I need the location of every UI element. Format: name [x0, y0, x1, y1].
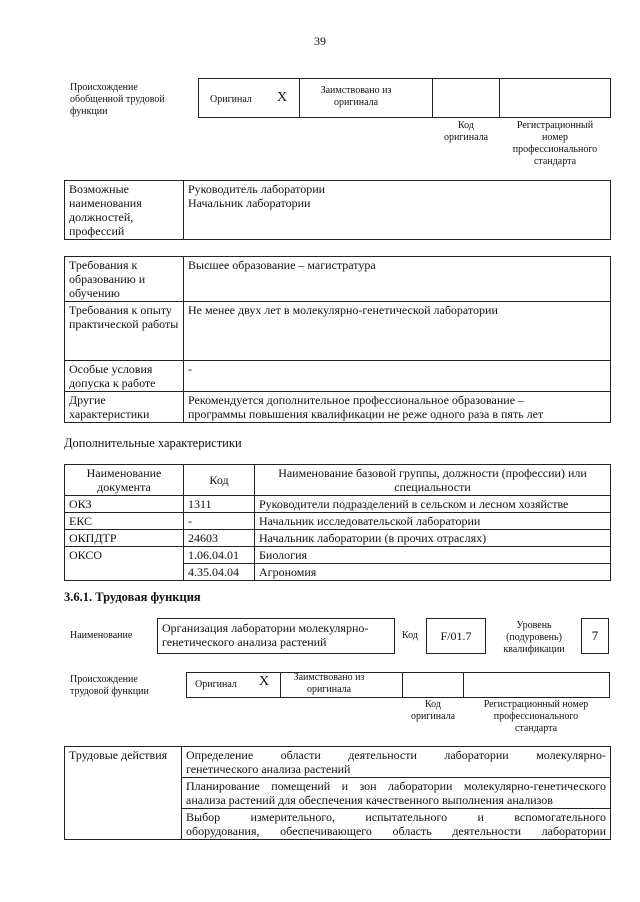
positions-values [184, 181, 611, 240]
original-text: Оригинал [210, 94, 252, 105]
positions-table [64, 180, 611, 240]
actions-label: Трудовые действия [65, 747, 182, 840]
position-item: Руководитель лаборатории [188, 182, 326, 196]
tf-level-box [581, 618, 609, 654]
doc-cell: ОКСО [65, 547, 184, 581]
borrowed-text: Заимствовано из оригинала [293, 672, 365, 695]
col-header: Код [184, 465, 255, 496]
tf-heading: 3.6.1. Трудовая функция [64, 590, 201, 604]
positions-label: Возможные наименования должностей, профессий [65, 181, 184, 240]
req-label: Особые условия допуска к работе [65, 361, 184, 392]
name-cell: Биология [255, 547, 611, 564]
col-header: Наименование документа [65, 465, 184, 496]
borrowed-text: Заимствовано из оригинала [320, 85, 392, 108]
origin-label: Происхождение обобщенной трудовой функции [70, 82, 165, 117]
doc-cell: ОКЗ [65, 496, 184, 513]
reg-caption: Регистрационный номер профессионального стандарта [483, 699, 589, 734]
additional-table [64, 464, 611, 581]
code-cell [402, 672, 464, 698]
action-line: Планирование помещений и зон лаборатории молекулярно-генетического [186, 779, 606, 793]
tf-name-label: Наименование [70, 630, 133, 641]
requirements-table [64, 256, 611, 423]
name-cell: Руководители подразделений в сельском и лесном хозяйстве [255, 496, 611, 513]
doc-cell: ЕКС [65, 513, 184, 530]
col-header: Наименование базовой группы, должности (профессии) или специальности [255, 465, 611, 496]
action-item [182, 747, 611, 778]
actions-table [64, 746, 611, 840]
action-line: анализа растений для обеспечения качественного выполнения анализов [186, 793, 553, 807]
tf-level-label: Уровень (подуровень) квалификации [503, 620, 565, 655]
code-cell [432, 78, 500, 118]
req-label: Требования к образованию и обучению [65, 257, 184, 302]
name-cell: Агрономия [255, 564, 611, 581]
code-cell: 1.06.04.01 [184, 547, 255, 564]
reg-cell [499, 78, 611, 118]
tf-code-label: Код [402, 630, 418, 641]
tf-name-value: Организация лаборатории молекулярно-генетического анализа растений [162, 621, 369, 649]
req-label: Другие характеристики [65, 392, 184, 423]
name-cell: Начальник исследовательской лаборатории [255, 513, 611, 530]
original-text: Оригинал [195, 679, 237, 690]
action-line: Выбор измерительного, испытательного и вспомогательного [186, 810, 606, 824]
name-cell: Начальник лаборатории (в прочих отраслях) [255, 530, 611, 547]
code-caption: Код оригинала [443, 120, 489, 143]
tf-name-box [157, 618, 395, 654]
code-cell: 4.35.04.04 [184, 564, 255, 581]
tf-level-value: 7 [591, 628, 599, 643]
req-value-line: Рекомендуется дополнительное профессиональное образование – [188, 393, 525, 407]
page-number: 39 [314, 34, 326, 48]
reg-caption: Регистрационный номер профессионального стандарта [512, 120, 598, 167]
action-line: генетического анализа растений [186, 762, 351, 776]
action-item [182, 778, 611, 809]
req-value-line: программы повышения квалификации не реже одного раза в пять лет [188, 407, 544, 421]
origin-label: Происхождение трудовой функции [70, 674, 149, 697]
code-caption: Код оригинала [410, 699, 456, 722]
action-line: оборудования, обеспечивающего область деятельности лаборатории [186, 824, 606, 838]
original-mark: X [277, 90, 288, 105]
reg-cell [463, 672, 610, 698]
table-row [65, 496, 611, 513]
table-row [65, 547, 611, 564]
action-item [182, 809, 611, 840]
position-item: Начальник лаборатории [188, 196, 311, 210]
table-row [65, 530, 611, 547]
tf-code-box [426, 618, 486, 654]
req-value [184, 392, 611, 423]
req-label: Требования к опыту практической работы [65, 302, 184, 361]
code-cell: 24603 [184, 530, 255, 547]
code-cell: - [184, 513, 255, 530]
doc-cell: ОКПДТР [65, 530, 184, 547]
req-value: Не менее двух лет в молекулярно-генетической лаборатории [184, 302, 611, 361]
code-cell: 1311 [184, 496, 255, 513]
action-line: Определение области деятельности лаборатории молекулярно- [186, 748, 606, 762]
additional-title: Дополнительные характеристики [64, 436, 242, 450]
req-value: - [184, 361, 611, 392]
table-row [65, 513, 611, 530]
tf-code-value: F/01.7 [440, 629, 472, 643]
original-mark: X [259, 674, 270, 689]
req-value: Высшее образование – магистратура [184, 257, 611, 302]
